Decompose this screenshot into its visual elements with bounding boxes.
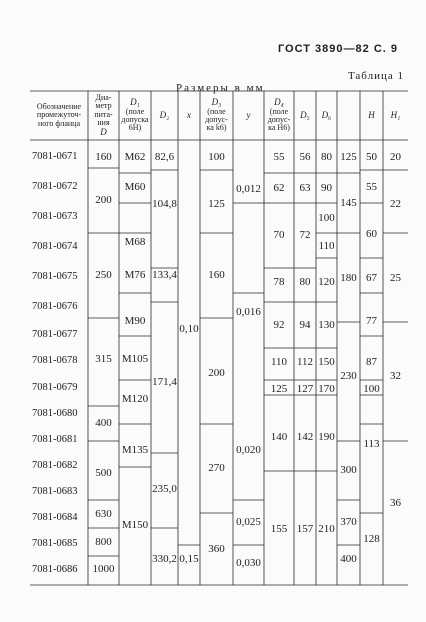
cell-h: 77 [366,314,377,327]
col-header-y [233,92,264,139]
col-header-d6 [316,92,337,139]
cell-d1: M120 [121,392,149,405]
cell-d2: 82,6 [154,150,175,163]
col-header-d5 [294,92,316,139]
cell-d5: 72 [299,228,311,241]
col-header-d3-line: допус- [205,115,228,125]
cell-d1: M62 [124,150,146,163]
cell-d: 800 [95,535,112,548]
cell-d: 250 [95,268,112,281]
cell-d6: 190 [318,430,335,443]
cell-d6: 170 [318,382,335,395]
col-header-designation [30,92,88,139]
col-header-d2-symbol: D₂ [159,109,170,120]
cell-d4: 125 [270,382,288,395]
cell-d5: 142 [296,430,314,443]
cell-d4: 55 [273,150,285,163]
cell-d1: M105 [121,352,149,365]
cell-d5: 80 [299,275,311,288]
cell-h: 55 [366,180,377,193]
cell-d7: 145 [340,196,357,209]
cell-h: 113 [363,437,380,450]
cell-d1: M68 [124,235,146,248]
cell-d3: 125 [208,197,225,210]
row-designation: 7081-0683 [32,486,78,497]
col-header-d4-line: (поле [269,106,289,116]
cell-h1: 20 [390,150,401,163]
cell-d1: M135 [121,443,149,456]
col-header-y-symbol: y [246,109,251,120]
col-header-designation-line: промежуточ- [36,110,82,120]
cell-d6: 100 [318,211,335,224]
cell-d7: 370 [340,515,357,528]
row-designation: 7081-0686 [32,564,78,575]
cell-d: 400 [95,416,112,429]
col-header-d1-line: (поле [125,106,145,116]
col-header-designation-line: ного фланца [37,118,80,128]
cell-d5: 127 [296,382,314,395]
col-header-d3-line: (поле [207,106,226,116]
cell-d6: 210 [318,522,335,535]
col-header-d1 [119,92,151,139]
cell-d4: 70 [273,228,285,241]
col-header-x-symbol: x [187,109,191,120]
col-header-x [178,92,200,139]
cell-x: 0,10 [179,322,199,335]
cell-d5: 56 [299,150,311,163]
cell-d2: 133,4 [152,268,177,281]
cell-d5: 157 [296,522,314,535]
cell-d4: 92 [273,318,285,331]
col-header-d3-line: ка k6) [206,123,227,133]
col-header-designation-line: Обозначение [36,101,82,111]
cell-d7: 180 [340,271,357,284]
cell-d2: 235,0 [152,482,177,495]
row-designation: 7081-0684 [32,512,78,523]
col-header-d-symbol: D [100,126,107,137]
row-designation: 7081-0682 [32,460,78,471]
row-designation: 7081-0680 [32,408,78,419]
row-designation: 7081-0673 [32,211,78,222]
cell-d7: 300 [340,463,357,476]
col-header-d3-symbol: D₃ [211,97,222,108]
cell-h: 128 [363,532,380,545]
row-designation: 7081-0681 [32,434,78,445]
col-header-d1-line: допуска [121,115,149,125]
cell-d6: 120 [318,275,335,288]
cell-y: 0,020 [236,443,261,456]
cell-d1: M76 [124,268,146,281]
cell-h1: 22 [390,197,401,210]
cell-d: 160 [95,150,112,163]
row-designation: 7081-0671 [32,151,78,162]
col-header-h1 [383,92,408,139]
col-header-d3 [200,92,233,139]
row-designation: 7081-0678 [32,355,78,366]
cell-h: 100 [363,382,380,395]
cell-d: 630 [95,507,112,520]
table-caption: Размеры в мм [176,82,265,94]
col-header-d2 [151,92,178,139]
cell-y: 0,030 [236,556,261,569]
cell-d4: 62 [273,181,285,194]
col-header-d7 [337,92,360,139]
cell-d1: M60 [124,180,146,193]
col-header-h1-symbol: H₁ [390,109,401,120]
cell-y: 0,012 [236,182,261,195]
cell-h: 50 [366,150,377,163]
cell-d6: 80 [321,150,332,163]
cell-d5: 94 [299,318,311,331]
cell-d3: 270 [208,461,225,474]
cell-d7: 400 [340,552,357,565]
cell-d: 200 [95,193,112,206]
cell-h: 60 [366,227,377,240]
cell-h: 67 [366,271,377,284]
row-designation: 7081-0675 [32,271,78,282]
cell-d6: 130 [318,318,335,331]
cell-d2: 171,4 [152,375,177,388]
cell-d2: 330,2 [152,552,177,565]
col-header-d1-symbol: D₁ [130,97,140,108]
cell-d3: 100 [208,150,225,163]
col-header-d [88,92,119,139]
row-designation: 7081-0676 [32,301,78,312]
cell-d4: 110 [270,355,288,368]
cell-d3: 200 [208,366,225,379]
row-designation: 7081-0674 [32,241,78,252]
row-designation: 7081-0672 [32,181,78,192]
cell-h1: 25 [390,271,401,284]
col-header-d4 [264,92,294,139]
cell-y: 0,016 [236,305,261,318]
cell-h: 87 [366,355,377,368]
cell-y: 0,025 [236,515,261,528]
cell-d1: M90 [124,314,146,327]
col-header-d-line: метр [95,101,112,111]
col-header-d-line: ния [97,118,110,128]
row-designation: 7081-0685 [32,538,78,549]
cell-d6: 90 [321,181,332,194]
page-header: ГОСТ 3890—82 С. 9 [277,43,398,55]
cell-d4: 140 [270,430,288,443]
cell-d1: M150 [121,518,149,531]
cell-d: 315 [95,352,112,365]
col-header-h-symbol: H [368,109,375,120]
cell-h1: 36 [390,496,401,509]
table-label: Таблица 1 [347,70,404,82]
cell-d2: 104,8 [152,197,177,210]
col-header-d4-line: ка H6) [268,123,290,133]
cell-d7: 125 [340,150,357,163]
cell-d7: 230 [340,369,357,382]
col-header-d4-line: допус- [267,115,291,125]
cell-d5: 63 [299,181,311,194]
col-header-d5-symbol: D₅ [300,109,310,120]
col-header-h [360,92,383,139]
cell-d6: 110 [318,239,335,252]
cell-d6: 150 [318,355,335,368]
col-header-d4-symbol: D₄ [274,97,284,108]
col-header-d6-symbol: D₆ [321,109,332,120]
cell-x: 0,15 [179,552,199,565]
cell-h1: 32 [390,369,401,382]
cell-d: 500 [95,466,112,479]
col-header-d-line: Диа- [95,93,112,102]
cell-d4: 78 [273,275,285,288]
cell-d3: 360 [208,542,225,555]
cell-d: 1000 [92,562,115,575]
row-designation: 7081-0677 [32,329,78,340]
cell-d4: 155 [270,522,288,535]
col-header-d-line: пита- [94,109,113,119]
cell-d3: 160 [208,268,225,281]
cell-d5: 112 [296,355,314,368]
row-designation: 7081-0679 [32,382,78,393]
col-header-d1-line: 6H) [128,123,142,133]
